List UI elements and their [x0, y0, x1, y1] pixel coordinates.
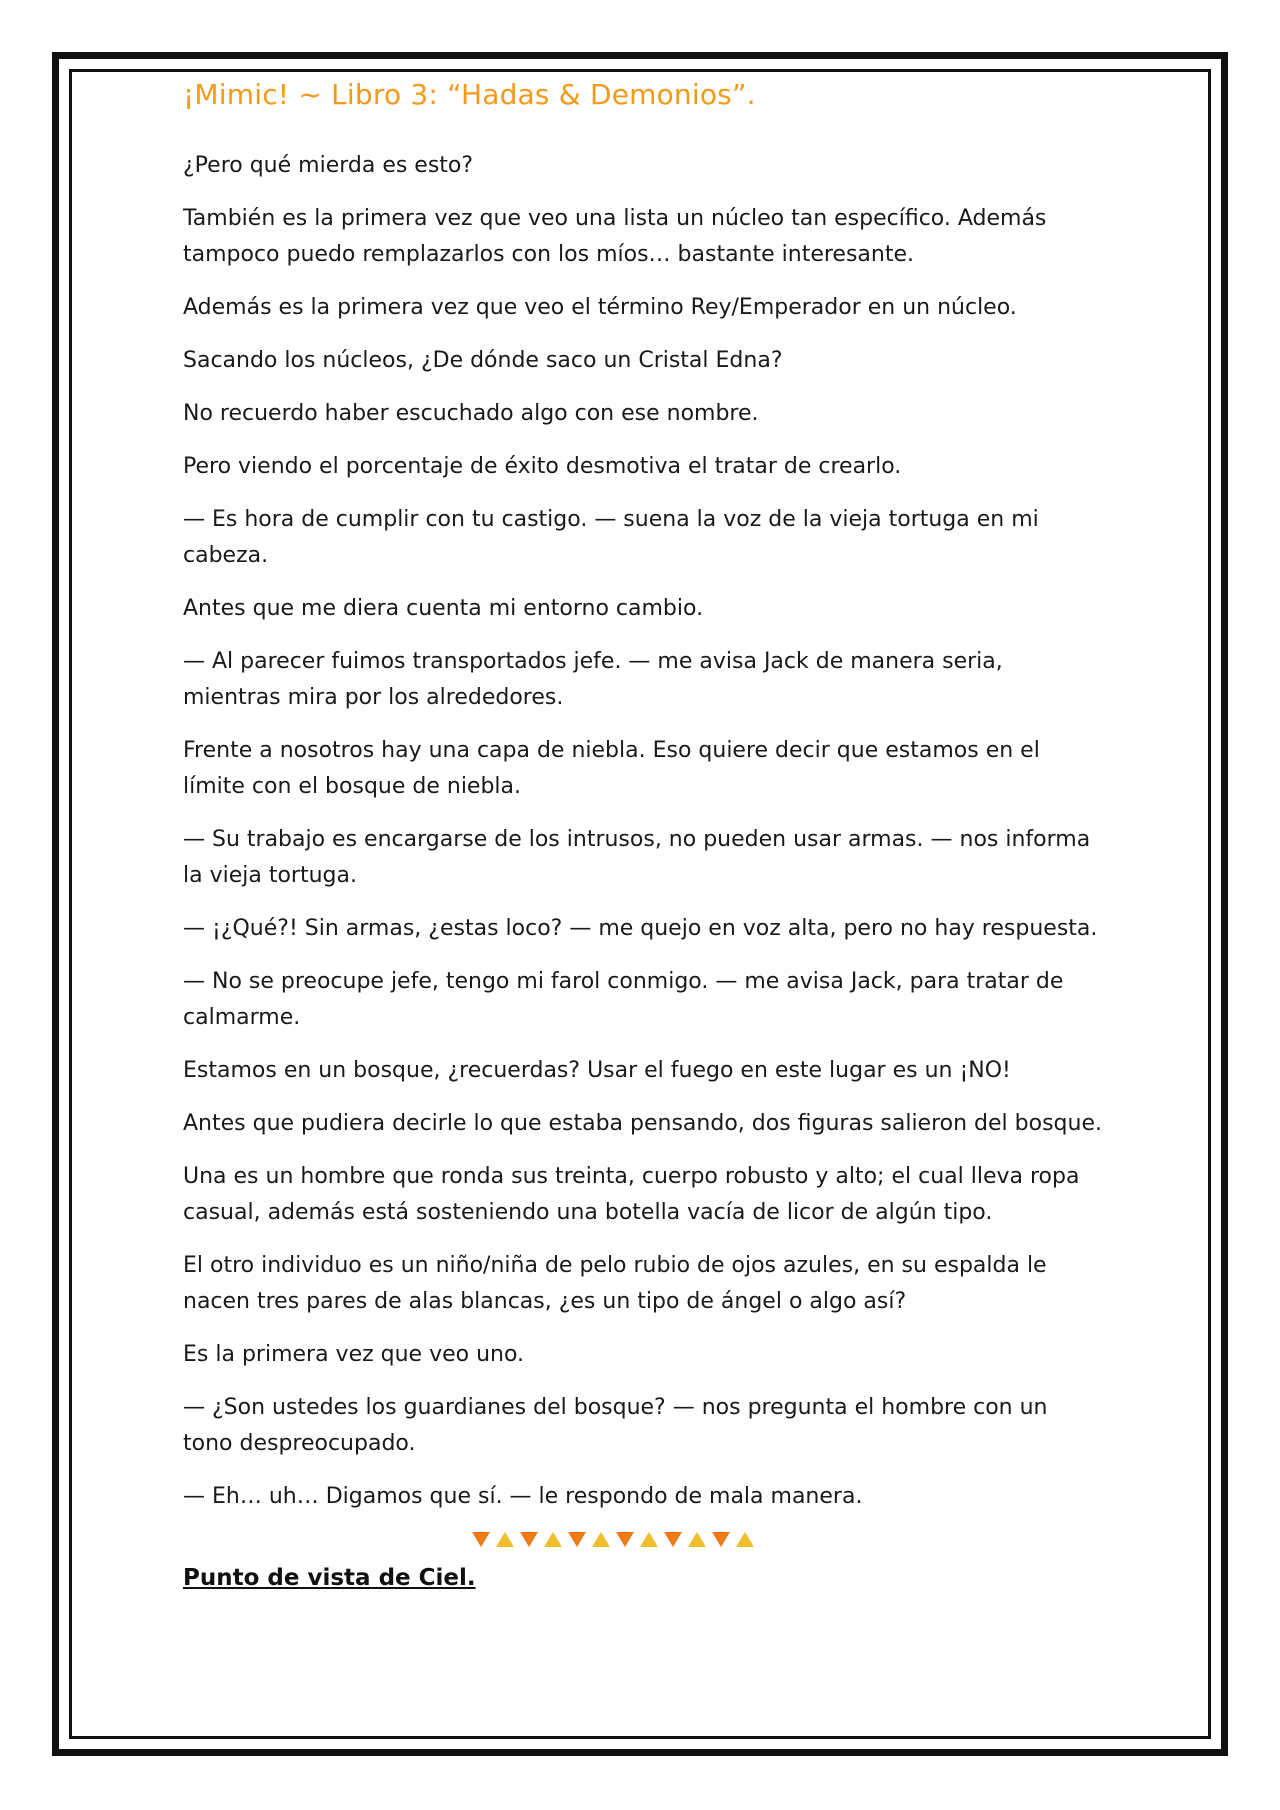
- triangle-down-icon: [616, 1532, 634, 1547]
- triangle-down-icon: [712, 1532, 730, 1547]
- triangle-down-icon: [568, 1532, 586, 1547]
- triangle-up-icon: [496, 1532, 514, 1547]
- paragraph: — ¡¿Qué?! Sin armas, ¿estas loco? — me quejo en voz alta, pero no hay respuesta.: [183, 916, 1098, 941]
- page-header-title: ¡Mimic! ~ Libro 3: “Hadas & Demonios”.: [183, 78, 756, 111]
- paragraph: — Es hora de cumplir con tu castigo. — suena la voz de la vieja tortuga en mi cabeza.: [183, 507, 1039, 568]
- paragraph: Además es la primera vez que veo el término Rey/Emperador en un núcleo.: [183, 295, 1017, 320]
- paragraph: Estamos en un bosque, ¿recuerdas? Usar el fuego en este lugar es un ¡NO!: [183, 1058, 1011, 1083]
- paragraph: — ¿Son ustedes los guardianes del bosque? — nos pregunta el hombre con un tono despreocupado.: [183, 1395, 1048, 1456]
- paragraph: Antes que me diera cuenta mi entorno cambio.: [183, 596, 704, 621]
- paragraph: No recuerdo haber escuchado algo con ese nombre.: [183, 401, 759, 426]
- triangle-down-icon: [664, 1532, 682, 1547]
- page-content: [183, 74, 1103, 1591]
- paragraph: — Al parecer fuimos transportados jefe. — me avisa Jack de manera seria, mientras mira por los alrededores.: [183, 649, 1003, 710]
- paragraph: — Eh… uh… Digamos que sí. — le respondo de mala manera.: [183, 1484, 863, 1509]
- paragraph: También es la primera vez que veo una lista un núcleo tan específico. Además tampoco puedo remplazarlos con los míos… bastante interesante.: [183, 206, 1047, 267]
- paragraph: Antes que pudiera decirle lo que estaba pensando, dos figuras salieron del bosque.: [183, 1111, 1102, 1136]
- triangle-down-icon: [520, 1532, 538, 1547]
- triangle-up-icon: [544, 1532, 562, 1547]
- paragraph: Es la primera vez que veo uno.: [183, 1342, 525, 1367]
- paragraph: — Su trabajo es encargarse de los intrusos, no pueden usar armas. — nos informa la vieja tortuga.: [183, 827, 1091, 888]
- paragraph: Sacando los núcleos, ¿De dónde saco un Cristal Edna?: [183, 348, 783, 373]
- paragraph: Frente a nosotros hay una capa de niebla. Eso quiere decir que estamos en el límite con el bosque de niebla.: [183, 738, 1040, 799]
- triangle-down-icon: [472, 1532, 490, 1547]
- paragraph: Pero viendo el porcentaje de éxito desmotiva el tratar de crearlo.: [183, 454, 902, 479]
- triangle-divider: [183, 1532, 1103, 1547]
- paragraph: El otro individuo es un niño/niña de pelo rubio de ojos azules, en su espalda le nacen tres pares de alas blancas, ¿es un tipo de ángel o algo así?: [183, 1253, 1047, 1314]
- paragraph: ¿Pero qué mierda es esto?: [183, 153, 474, 178]
- triangle-up-icon: [592, 1532, 610, 1547]
- section-heading: Punto de vista de Ciel.: [183, 1565, 476, 1591]
- paragraph: Una es un hombre que ronda sus treinta, cuerpo robusto y alto; el cual lleva ropa casual, además está sosteniendo una botella vacía de licor de algún tipo.: [183, 1164, 1080, 1225]
- triangle-up-icon: [640, 1532, 658, 1547]
- paragraph: — No se preocupe jefe, tengo mi farol conmigo. — me avisa Jack, para tratar de calmarme.: [183, 969, 1064, 1030]
- triangle-up-icon: [688, 1532, 706, 1547]
- triangle-up-icon: [736, 1532, 754, 1547]
